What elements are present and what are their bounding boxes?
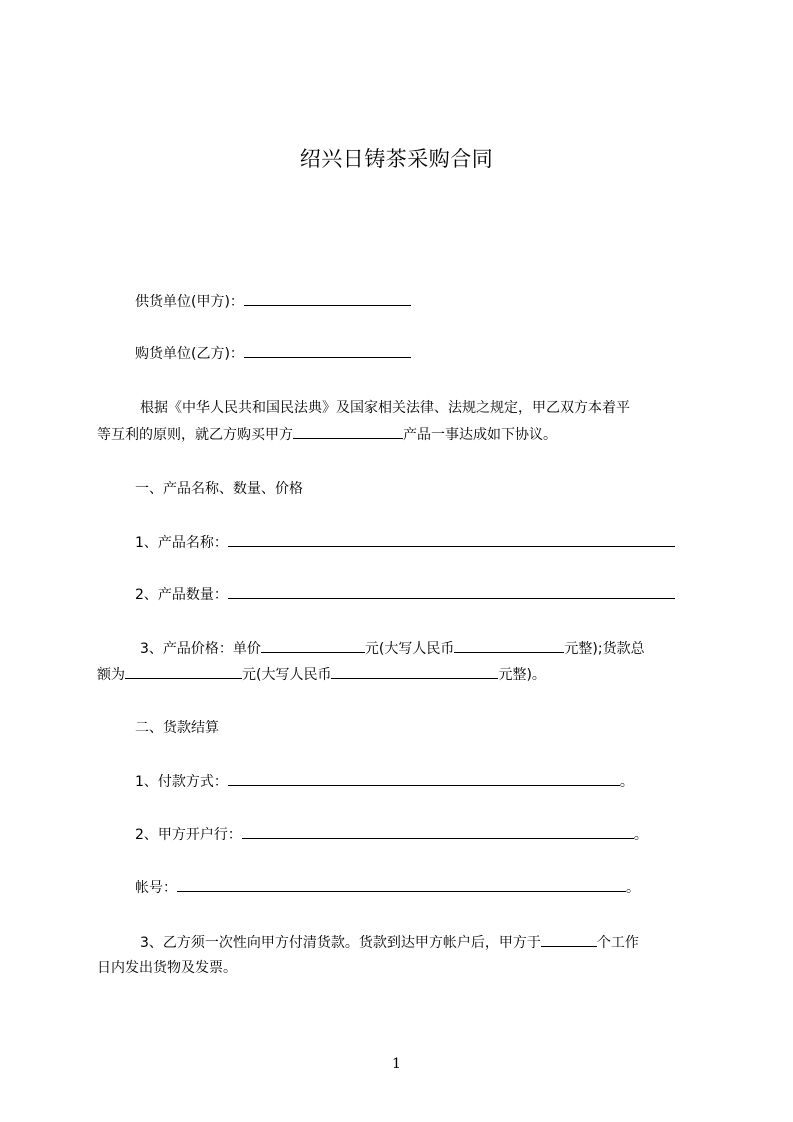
payment-method-label: 1、付款方式： (135, 774, 228, 790)
supplier-label: 供货单位(甲方)： (135, 294, 244, 310)
account-line (135, 877, 640, 898)
account-end: 。 (626, 880, 640, 896)
payment-method-end: 。 (619, 774, 634, 790)
total-part3: 元整)。 (498, 667, 546, 683)
payment-method-line (135, 771, 634, 792)
payment-terms-line-2: 日内发出货物及发票。 (97, 960, 237, 976)
intro-line-2-suffix: 产品一事达成如下协议。 (403, 427, 557, 443)
product-blank[interactable] (293, 424, 403, 439)
payment-terms-line-1 (140, 932, 639, 953)
product-price-line-2 (97, 664, 546, 685)
price-part1: 3、产品价格：单价 (140, 641, 261, 657)
product-quantity-line (135, 584, 675, 605)
product-quantity-blank[interactable] (228, 584, 675, 599)
price-part3: 元整);货款总 (564, 641, 645, 657)
section2-heading: 二、货款结算 (135, 720, 219, 736)
total-amount-blank[interactable] (125, 664, 242, 679)
payment-terms-suffix: 个工作 (596, 935, 639, 951)
product-name-line (135, 532, 675, 553)
account-blank[interactable] (177, 877, 626, 892)
intro-line-2 (97, 424, 557, 445)
intro-line-2-prefix: 等互利的原则，就乙方购买甲方 (97, 427, 293, 443)
contract-title: 绍兴日铸茶采购合同 (299, 147, 494, 171)
payment-method-blank[interactable] (228, 771, 620, 786)
price-part2: 元(大写人民币 (364, 641, 455, 657)
total-part1: 额为 (97, 667, 125, 683)
product-name-label: 1、产品名称： (135, 535, 228, 551)
bank-blank[interactable] (242, 824, 634, 839)
page-number: 1 (392, 1056, 401, 1072)
buyer-label: 购货单位(乙方)： (135, 346, 244, 362)
product-quantity-label: 2、产品数量： (135, 587, 228, 603)
supplier-line (135, 291, 411, 312)
unit-price-blank[interactable] (261, 638, 365, 653)
buyer-blank[interactable] (244, 343, 411, 358)
intro-line-1: 根据《中华人民共和国民法典》及国家相关法律、法规之规定，甲乙双方本着平 (140, 400, 630, 416)
bank-label: 2、甲方开户行： (135, 827, 242, 843)
total-part2: 元(大写人民币 (242, 667, 332, 683)
account-label: 帐号： (135, 880, 177, 896)
section1-heading: 一、产品名称、数量、价格 (135, 481, 303, 497)
bank-line (135, 824, 648, 845)
payment-terms-prefix: 3、乙方须一次性向甲方付清货款。货款到达甲方帐户后，甲方于 (140, 935, 541, 951)
supplier-blank[interactable] (244, 291, 411, 306)
product-name-blank[interactable] (228, 532, 675, 547)
bank-end: 。 (633, 827, 648, 843)
unit-price-words-blank[interactable] (454, 638, 564, 653)
buyer-line (135, 343, 411, 364)
total-amount-words-blank[interactable] (331, 664, 498, 679)
product-price-line-1 (140, 638, 645, 659)
workdays-blank[interactable] (541, 932, 597, 947)
